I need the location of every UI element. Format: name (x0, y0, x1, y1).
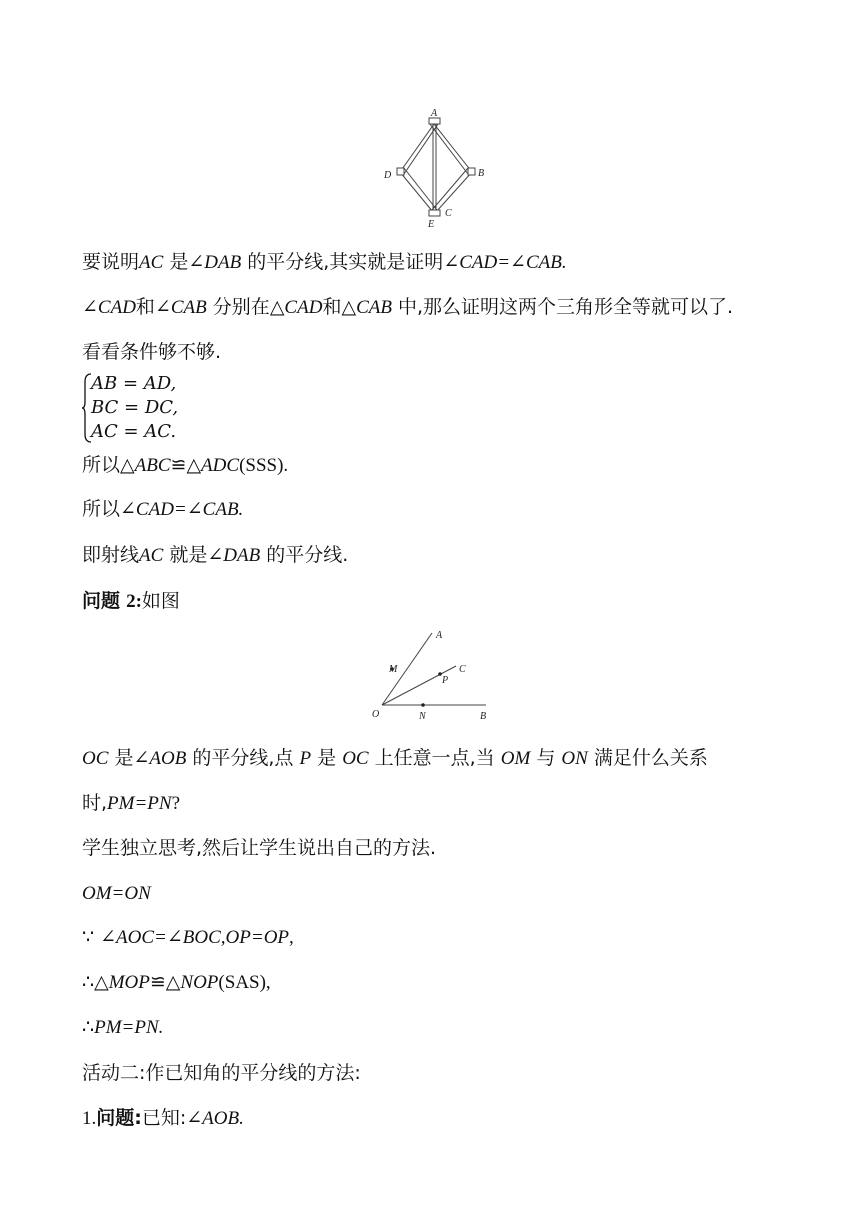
paragraph-9 (82, 791, 180, 816)
text: , (289, 927, 294, 948)
paragraph-6 (82, 543, 348, 568)
paragraph-5 (82, 497, 243, 522)
angle-label-o: O (372, 709, 380, 720)
text: 中,那么证明这两个三角形全等就可以了. (398, 296, 734, 318)
paragraph-8 (82, 746, 708, 771)
paragraph-3 (82, 340, 221, 364)
math: OC (82, 748, 109, 769)
congruent-symbol: ≌ (170, 455, 187, 476)
therefore-symbol: ∴ (82, 1017, 95, 1038)
math: PM=PN. (94, 1017, 164, 1038)
paragraph-15 (82, 1061, 361, 1085)
text: (SSS). (239, 455, 289, 476)
math: ∠DAB (207, 545, 261, 566)
text: 已知: (141, 1107, 187, 1129)
math: △CAB (341, 297, 392, 318)
math: ∠DAB (188, 252, 242, 273)
angle-label-c: C (459, 664, 466, 675)
paragraph-13 (82, 970, 271, 995)
kite-figure (378, 106, 490, 230)
math: ON (561, 748, 588, 769)
therefore-symbol: ∴ (82, 972, 95, 993)
text: 和 (322, 296, 342, 318)
heading-text: 问题: (96, 1107, 142, 1129)
equation-system (82, 372, 202, 444)
math: OM=ON (82, 883, 151, 904)
kite-label-a: A (431, 108, 438, 119)
text: 的平分线,其实就是证明 (247, 251, 444, 273)
math: ∠AOC=∠BOC,OP=OP (100, 927, 290, 948)
math: ∠CAB (154, 297, 207, 318)
math: AC (139, 252, 164, 273)
math: ∠AOB. (186, 1108, 244, 1129)
paragraph-1 (82, 250, 567, 275)
math: ∠CAD (82, 297, 136, 318)
paragraph-16 (82, 1106, 244, 1131)
text: 所以 (82, 498, 121, 520)
paragraph-10 (82, 836, 436, 860)
angle-label-n: N (419, 711, 426, 722)
text: 时, (82, 792, 108, 814)
text: 是 (169, 251, 189, 273)
math: △CAD (269, 297, 323, 318)
paragraph-11 (82, 881, 151, 906)
text: (SAS), (218, 972, 271, 993)
text: ? (171, 793, 181, 814)
text: 满足什么关系 (593, 747, 708, 769)
kite-label-b: B (478, 168, 485, 179)
angle-label-p: P (442, 675, 449, 686)
text: 如图 (141, 590, 180, 612)
math: △NOP (165, 972, 219, 993)
text: 上任意一点,当 (374, 747, 495, 769)
text: 看看条件够不够. (82, 341, 222, 363)
equation-row: AC = AC. (91, 421, 177, 442)
because-symbol: ∵ (82, 927, 95, 948)
text: 学生独立思考,然后让学生说出自己的方法. (82, 837, 437, 859)
congruent-symbol: ≌ (149, 972, 166, 993)
text: 就是 (169, 544, 208, 566)
text: 和 (135, 296, 155, 318)
math: OC (342, 748, 369, 769)
math: PM=PN (107, 793, 172, 814)
item-number: 1. (82, 1108, 97, 1129)
math: ∠AOB (133, 748, 187, 769)
heading-number: 2: (126, 591, 142, 612)
angle-label-m: M (389, 664, 398, 675)
angle-label-b: B (480, 711, 487, 722)
math: OM (500, 748, 531, 769)
text: 是 (114, 747, 134, 769)
text: 要说明 (82, 251, 140, 273)
paragraph-12 (82, 925, 294, 950)
math: △ADC (186, 455, 240, 476)
math: AC (139, 545, 164, 566)
angle-label-a: A (436, 630, 443, 641)
text: 活动二:作已知角的平分线的方法: (82, 1062, 361, 1084)
equation-row: AB = AD, (91, 373, 177, 394)
math: △MOP (94, 972, 150, 993)
heading-text: 问题 (82, 590, 121, 612)
math: P (299, 748, 312, 769)
text: 与 (536, 747, 556, 769)
text: 即射线 (82, 544, 140, 566)
paragraph-14 (82, 1015, 163, 1040)
paragraph-4 (82, 453, 288, 478)
math: △ABC (120, 455, 171, 476)
text: 的平分线,点 (192, 747, 294, 769)
kite-label-d: D (384, 170, 392, 181)
kite-label-e: E (428, 219, 435, 230)
equation-row: BC = DC, (91, 397, 179, 418)
math: ∠CAD=∠CAB. (443, 252, 567, 273)
math: ∠CAD=∠CAB. (120, 499, 244, 520)
question-2-heading (82, 589, 180, 614)
text: 的平分线. (266, 544, 349, 566)
angle-figure (368, 626, 494, 726)
paragraph-2 (82, 295, 733, 320)
text: 是 (317, 747, 337, 769)
kite-label-c: C (445, 208, 452, 219)
text: 分别在 (212, 296, 270, 318)
text: 所以 (82, 454, 121, 476)
